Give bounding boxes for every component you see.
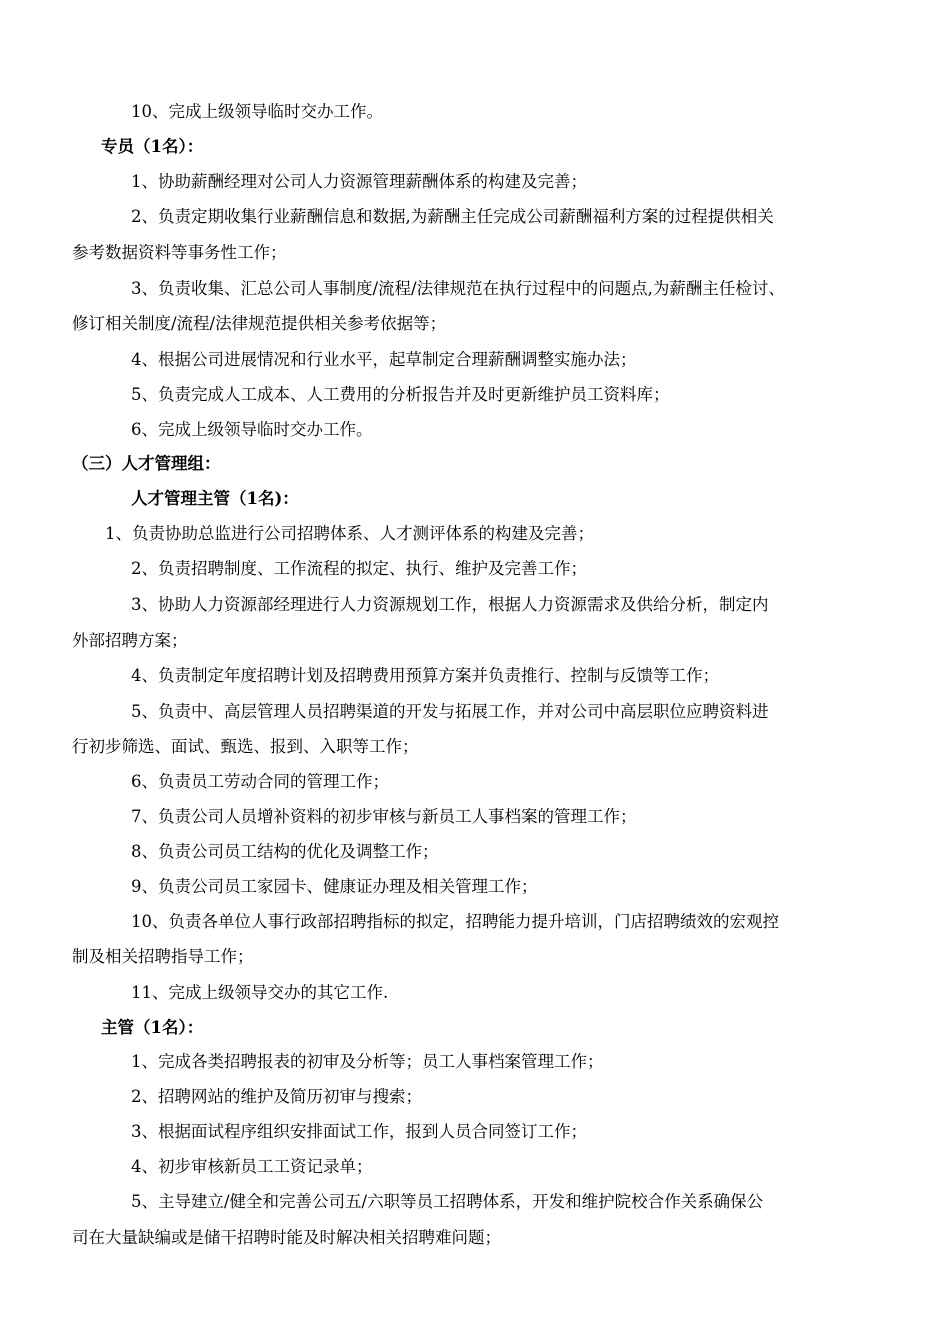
text-line: 司在大量缺编或是储干招聘时能及时解决相关招聘难问题；	[72, 1228, 501, 1247]
text-line: 6、负责员工劳动合同的管理工作；	[131, 772, 389, 791]
text-line: 修订相关制度/流程/法律规范提供相关参考依据等；	[72, 314, 447, 333]
text-line: 参考数据资料等事务性工作；	[72, 243, 287, 262]
text-line: 5、主导建立/健全和完善公司五/六职等员工招聘体系，开发和维护院校合作关系确保公	[131, 1192, 764, 1211]
text-line: 7、负责公司人员增补资料的初步审核与新员工人事档案的管理工作；	[131, 807, 637, 826]
text-line: 3、根据面试程序组织安排面试工作，报到人员合同签订工作；	[131, 1122, 587, 1141]
text-line: 行初步筛选、面试、甄选、报到、入职等工作；	[72, 737, 419, 756]
text-line: 9、负责公司员工家园卡、健康证办理及相关管理工作；	[131, 877, 538, 896]
section-heading: 主管（1名）：	[101, 1018, 204, 1037]
section-heading: 人才管理主管（1名)：	[131, 489, 299, 508]
text-line: 4、初步审核新员工工资记录单；	[131, 1157, 373, 1176]
text-line: 2、负责定期收集行业薪酬信息和数据,为薪酬主任完成公司薪酬福利方案的过程提供相关	[131, 207, 774, 226]
text-line: 4、根据公司进展情况和行业水平，起草制定合理薪酬调整实施办法；	[131, 350, 637, 369]
text-line: 11、完成上级领导交办的其它工作.	[131, 983, 389, 1002]
text-line: 10、完成上级领导临时交办工作。	[131, 102, 383, 121]
text-line: 1、完成各类招聘报表的初审及分析等；员工人事档案管理工作；	[131, 1052, 604, 1071]
text-line: 6、完成上级领导临时交办工作。	[131, 420, 373, 439]
section-heading: （三）人才管理组：	[72, 454, 221, 473]
text-line: 制及相关招聘指导工作；	[72, 947, 254, 966]
text-line: 1、协助薪酬经理对公司人力资源管理薪酬体系的构建及完善；	[131, 172, 587, 191]
text-line: 10、负责各单位人事行政部招聘指标的拟定，招聘能力提升培训，门店招聘绩效的宏观控	[131, 912, 779, 931]
text-line: 2、负责招聘制度、工作流程的拟定、执行、维护及完善工作；	[131, 559, 587, 578]
text-line: 5、负责中、高层管理人员招聘渠道的开发与拓展工作，并对公司中高层职位应聘资料进	[131, 702, 769, 721]
text-line: 外部招聘方案；	[72, 631, 188, 650]
text-line: 3、协助人力资源部经理进行人力资源规划工作，根据人力资源需求及供给分析，制定内	[131, 595, 769, 614]
text-line: 5、负责完成人工成本、人工费用的分析报告并及时更新维护员工资料库；	[131, 385, 670, 404]
text-line: 1、负责协助总监进行公司招聘体系、人才测评体系的构建及完善；	[105, 524, 594, 543]
text-line: 3、负责收集、汇总公司人事制度/流程/法律规范在执行过程中的问题点,为薪酬主任检讨、	[131, 279, 785, 298]
text-line: 2、招聘网站的维护及简历初审与搜索；	[131, 1087, 422, 1106]
text-line: 8、负责公司员工结构的优化及调整工作；	[131, 842, 439, 861]
section-heading: 专员（1名）：	[101, 137, 204, 156]
text-line: 4、负责制定年度招聘计划及招聘费用预算方案并负责推行、控制与反馈等工作；	[131, 666, 719, 685]
